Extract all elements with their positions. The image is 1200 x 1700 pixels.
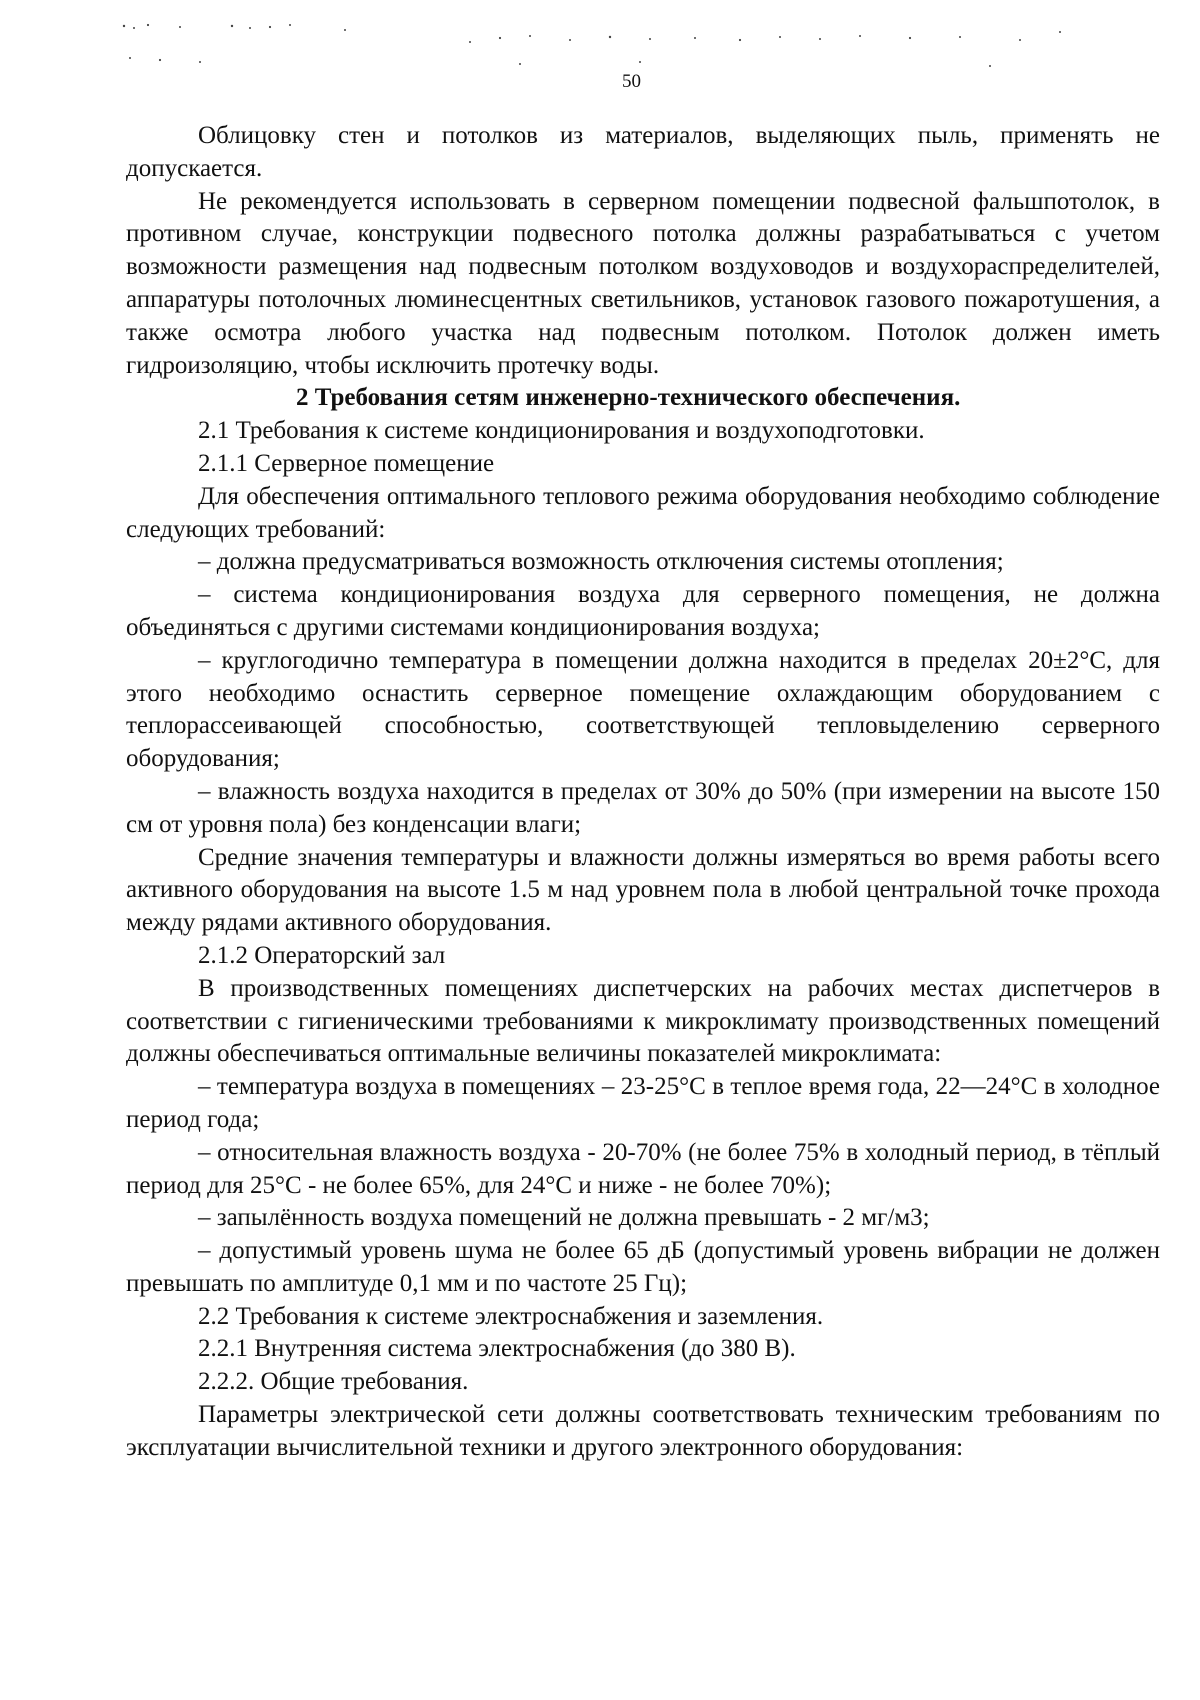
paragraph: Облицовку стен и потолков из материалов, выделяющих пыль, применять не допускается. xyxy=(126,122,1160,182)
paragraph: Не рекомендуется использовать в серверном помещении подвесной фальшпотолок, в противном случае, конструкции подвесного потолка должны разрабатываться с учетом возможности размещения над подвесным потолком воздуховодов и воздухораспределителей, аппаратуры потолочных люминесцентных светильников, установок газового пожаротушения, а также осмотра любого участка над подвесным потолком. Потолок должен иметь гидроизоляцию, чтобы исключить протечку воды. xyxy=(126,187,1160,379)
subsection-heading: 2.2 Требования к системе электроснабжения и заземления. xyxy=(198,1302,824,1330)
list-item: – должна предусматриваться возможность отключения системы отопления; xyxy=(198,548,1004,576)
subsection-heading: 2.1.2 Операторский зал xyxy=(198,941,446,969)
list-item: – влажность воздуха находится в пределах от 30% до 50% (при измерении на высоте 150 см от уровня пола) без конденсации влаги; xyxy=(126,777,1160,838)
paragraph: Средние значения температуры и влажности должны измеряться во время работы всего активного оборудования на высоте 1.5 м над уровнем пола в любой центральной точке прохода между рядами активного оборудования. xyxy=(126,843,1160,937)
list-item: – система кондиционирования воздуха для серверного помещения, не должна объединяться с другими системами кондиционирования воздуха; xyxy=(126,581,1160,641)
list-item: – круглогодично температура в помещении должна находится в пределах 20±2°С, для этого необходимо оснастить серверное помещение охлаждающим оборудованием с теплорассеивающей способностью, соответствующей тепловыделению серверного оборудования; xyxy=(126,646,1160,773)
list-item: – температура воздуха в помещениях – 23-25°С в теплое время года, 22—24°С в холодное период года; xyxy=(126,1073,1160,1133)
subsection-heading: 2.2.1 Внутренняя система электроснабжения (до 380 В). xyxy=(198,1335,796,1363)
subsection-heading: 2.1 Требования к системе кондиционирования и воздухоподготовки. xyxy=(198,417,925,445)
list-item: – допустимый уровень шума не более 65 дБ (допустимый уровень вибрации не должен превышать по амплитуде 0,1 мм и по частоте 25 Гц); xyxy=(126,1237,1160,1297)
paragraph: В производственных помещениях диспетчерских на рабочих местах диспетчеров в соответствии с гигиеническими требованиями к микроклимату производственных помещений должны обеспечиваться оптимальные величины показателей микроклимата: xyxy=(126,974,1160,1068)
subsection-heading: 2.1.1 Серверное помещение xyxy=(198,449,495,477)
paragraph: Для обеспечения оптимального теплового режима оборудования необходимо соблюдение следующих требований: xyxy=(126,482,1160,543)
section-heading: 2 Требования сетям инженерно-технического обеспечения. xyxy=(296,384,961,412)
list-item: – относительная влажность воздуха - 20-70% (не более 75% в холодный период, в тёплый период для 25°С - не более 65%, для 24°С и ниже - не более 70%); xyxy=(126,1138,1160,1199)
document-body xyxy=(126,120,1160,1465)
paragraph: Параметры электрической сети должны соответствовать техническим требованиям по эксплуатации вычислительной техники и другого электронного оборудования: xyxy=(126,1401,1160,1461)
subsection-heading: 2.2.2. Общие требования. xyxy=(198,1368,469,1396)
list-item: – запылённость воздуха помещений не должна превышать - 2 мг/м3; xyxy=(198,1204,930,1232)
scan-noise-marks xyxy=(120,18,1080,78)
page-number: 50 xyxy=(622,71,641,92)
